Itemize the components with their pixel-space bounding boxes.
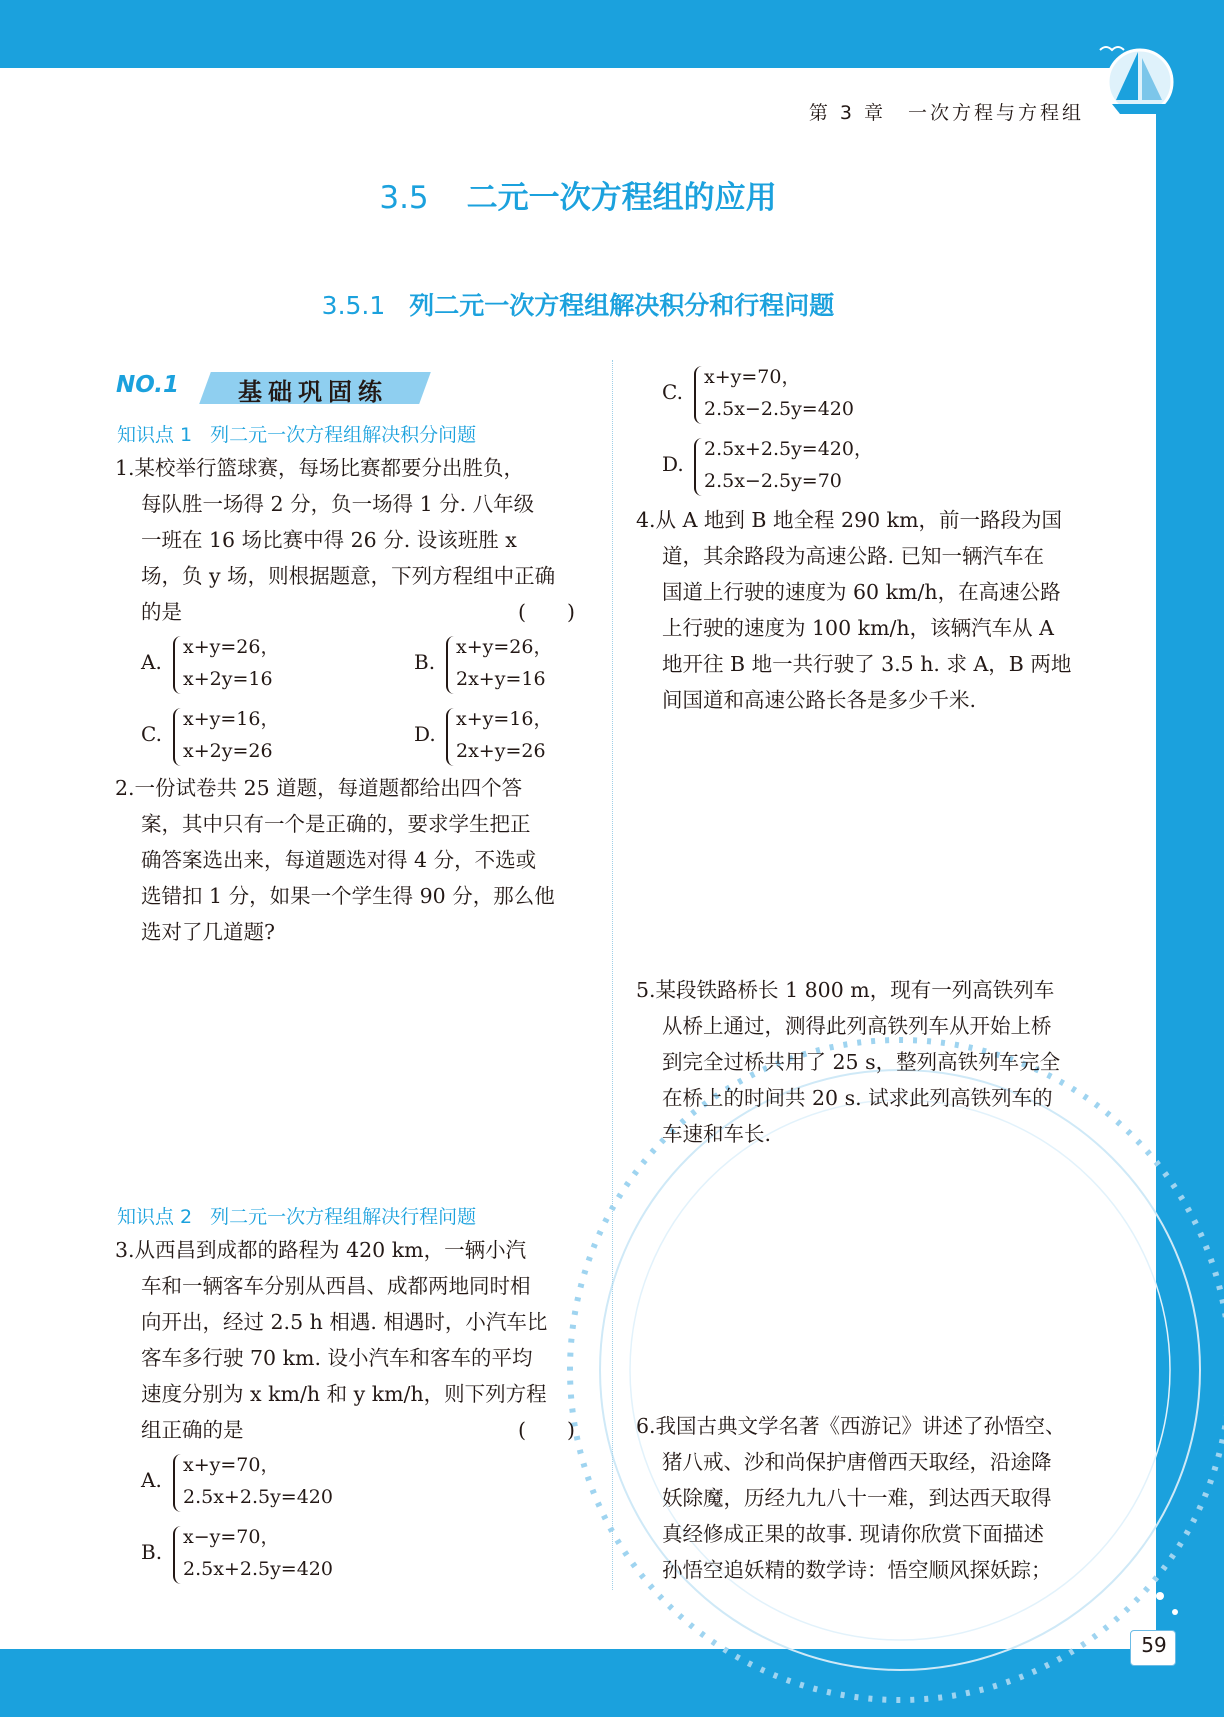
question-line: 案，其中只有一个是正确的，要求学生把正 [141, 812, 531, 836]
question-line: 2.一份试卷共 25 道题，每道题都给出四个答 [115, 776, 523, 800]
option-letter: A. [141, 1468, 162, 1492]
question-line: 真经修成正果的故事. 现请你欣赏下面描述 [662, 1522, 1045, 1546]
question-line: 国道上行驶的速度为 60 km/h，在高速公路 [662, 580, 1061, 604]
question-line: 速度分别为 x km/h 和 y km/h，则下列方程 [141, 1382, 547, 1406]
question-line: 间国道和高速公路长各是多少千米. [662, 688, 977, 712]
question-line: 从桥上通过，测得此列高铁列车从开始上桥 [662, 1014, 1052, 1038]
question-line: 向开出，经过 2.5 h 相遇. 相遇时，小汽车比 [141, 1310, 548, 1334]
question-line: 客车多行驶 70 km. 设小汽车和客车的平均 [141, 1346, 533, 1370]
question-line: 孙悟空追妖精的数学诗：悟空顺风探妖踪； [662, 1558, 1052, 1582]
knowledge-point-2 [117, 1202, 476, 1229]
option-letter: B. [141, 1540, 163, 1564]
question-line: 一班在 16 场比赛中得 26 分. 设该班胜 x [141, 528, 517, 552]
question-line: 车速和车长. [662, 1122, 772, 1146]
question-line: 每队胜一场得 2 分，负一场得 1 分. 八年级 [141, 492, 535, 516]
equation: 2.5x+2.5y=420， [704, 438, 873, 460]
section-number: 3.5 [379, 180, 429, 216]
equation: x−y=70， [183, 1526, 280, 1548]
question-line: 5.某段铁路桥长 1 800 m，现有一列高铁列车 [636, 978, 1055, 1002]
equation: x+2y=26 [183, 740, 273, 762]
equation: 2x+y=26 [456, 740, 546, 762]
badge-tag: NO.1 [116, 372, 180, 398]
question-line: 场，负 y 场，则根据题意，下列方程组中正确 [141, 564, 556, 588]
column-divider [612, 360, 613, 1590]
brace-icon [173, 708, 181, 766]
question-line: 的是 [141, 600, 182, 624]
brace-icon [446, 636, 454, 694]
question-line: 6.我国古典文学名著《西游记》讲述了孙悟空、 [636, 1414, 1066, 1438]
question-line: 上行驶的速度为 100 km/h，该辆汽车从 A [662, 616, 1054, 640]
option-letter: D. [662, 452, 684, 476]
brace-icon [694, 438, 702, 496]
right-color-band [1156, 0, 1224, 1717]
subsection-title [0, 286, 1156, 322]
subsection-title-text: 列二元一次方程组解决积分和行程问题 [409, 291, 835, 320]
option-letter: C. [141, 722, 162, 746]
question-line: 组正确的是 [141, 1418, 244, 1442]
question-line: 到完全过桥共用了 25 s，整列高铁列车完全 [662, 1050, 1061, 1074]
question-line: 妖除魔，历经九九八十一难，到达西天取得 [662, 1486, 1052, 1510]
question-line: 确答案选出来，每道题选对得 4 分，不选或 [141, 848, 537, 872]
option-letter: A. [141, 650, 162, 674]
brace-icon [173, 1526, 181, 1584]
equation: x+y=26， [183, 636, 280, 658]
knowledge-point-title: 列二元一次方程组解决积分问题 [210, 424, 477, 446]
option-letter: D. [414, 722, 436, 746]
brace-icon [173, 636, 181, 694]
brace-icon [173, 1454, 181, 1512]
equation: x+2y=16 [183, 668, 273, 690]
knowledge-point-title: 列二元一次方程组解决行程问题 [210, 1206, 477, 1228]
equation: x+y=16， [456, 708, 553, 730]
question-line: 在桥上的时间共 20 s. 试求此列高铁列车的 [662, 1086, 1053, 1110]
brace-icon [694, 366, 702, 424]
page-number: 59 [1141, 1633, 1167, 1657]
question-line: 4.从 A 地到 B 地全程 290 km，前一路段为国 [636, 508, 1063, 532]
equation: x+y=70， [704, 366, 801, 388]
knowledge-point-label: 知识点 1 [117, 424, 193, 446]
subsection-number: 3.5.1 [321, 291, 386, 320]
question-line: 车和一辆客车分别从西昌、成都两地同时相 [141, 1274, 531, 1298]
bottom-color-band [0, 1649, 1224, 1717]
equation: 2.5x+2.5y=420 [183, 1486, 333, 1508]
answer-parentheses[interactable]: ( ) [518, 600, 575, 624]
question-line: 猪八戒、沙和尚保护唐僧西天取经，沿途降 [662, 1450, 1052, 1474]
section-title-text: 二元一次方程组的应用 [466, 180, 777, 216]
question-line: 1.某校举行篮球赛，每场比赛都要分出胜负， [115, 456, 525, 480]
equation: x+y=26， [456, 636, 553, 658]
knowledge-point-1 [117, 420, 476, 447]
equation: 2.5x−2.5y=420 [704, 398, 854, 420]
option-letter: B. [414, 650, 436, 674]
section-title [0, 172, 1156, 217]
knowledge-point-label: 知识点 2 [117, 1206, 193, 1228]
badge-label: 基础巩固练 [238, 378, 388, 406]
question-line: 地开往 B 地一共行驶了 3.5 h. 求 A，B 两地 [662, 652, 1072, 676]
question-line: 3.从西昌到成都的路程为 420 km，一辆小汽 [115, 1238, 527, 1262]
equation: 2x+y=16 [456, 668, 546, 690]
answer-parentheses[interactable]: ( ) [518, 1418, 575, 1442]
equation: x+y=70， [183, 1454, 280, 1476]
question-line: 道，其余路段为高速公路. 已知一辆汽车在 [662, 544, 1045, 568]
equation: 2.5x+2.5y=420 [183, 1558, 333, 1580]
option-letter: C. [662, 380, 683, 404]
equation: 2.5x−2.5y=70 [704, 470, 842, 492]
top-color-band [0, 0, 1224, 68]
question-line: 选错扣 1 分，如果一个学生得 90 分，那么他 [141, 884, 555, 908]
brace-icon [446, 708, 454, 766]
equation: x+y=16， [183, 708, 280, 730]
chapter-header: 第 3 章 一次方程与方程组 [808, 102, 1084, 124]
question-line: 选对了几道题? [141, 920, 275, 944]
